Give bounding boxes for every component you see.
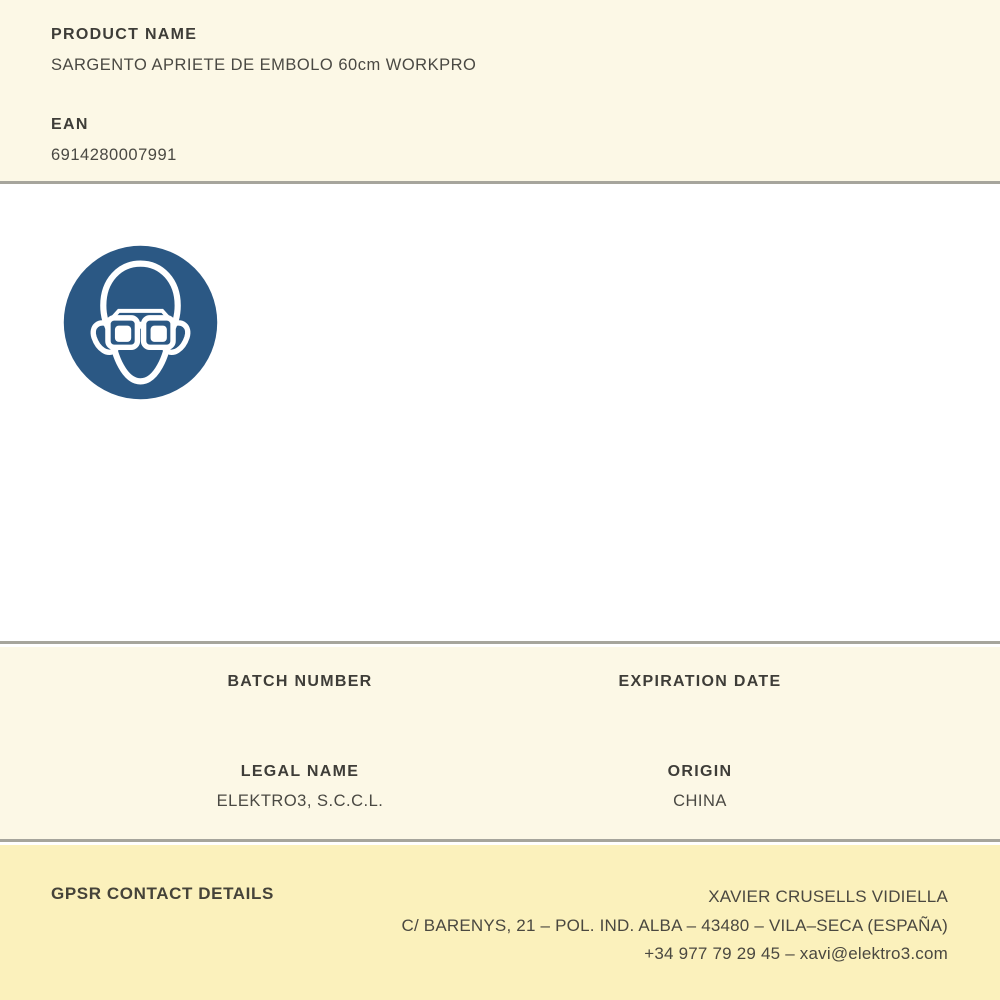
product-name-label: PRODUCT NAME	[51, 26, 198, 43]
details-section	[0, 647, 1000, 842]
product-name-value: SARGENTO APRIETE DE EMBOLO 60cm WORKPRO	[51, 56, 477, 74]
gpsr-contact-block	[401, 883, 948, 969]
legal-name-label: LEGAL NAME	[240, 763, 360, 780]
batch-number-label: BATCH NUMBER	[227, 673, 373, 690]
product-header-section	[0, 0, 1000, 184]
origin-value: CHINA	[673, 792, 727, 810]
ean-value: 6914280007991	[51, 146, 177, 164]
gpsr-contact-phone-email: +34 977 79 29 45 – xavi@elektro3.com	[644, 944, 948, 963]
wear-eye-protection-icon	[63, 245, 218, 400]
legal-name-value: ELEKTRO3, S.C.C.L.	[216, 792, 384, 810]
ean-label: EAN	[51, 116, 89, 133]
origin-label: ORIGIN	[667, 763, 733, 780]
pictogram-section	[0, 187, 1000, 644]
gpsr-contact-address: C/ BARENYS, 21 – POL. IND. ALBA – 43480 – VILA–SECA (ESPAÑA)	[401, 915, 948, 935]
gpsr-contact-details-label: GPSR CONTACT DETAILS	[51, 884, 274, 903]
gpsr-contact-section	[0, 845, 1000, 1000]
expiration-date-label: EXPIRATION DATE	[618, 673, 782, 690]
gpsr-contact-name: XAVIER CRUSELLS VIDIELLA	[708, 887, 948, 906]
